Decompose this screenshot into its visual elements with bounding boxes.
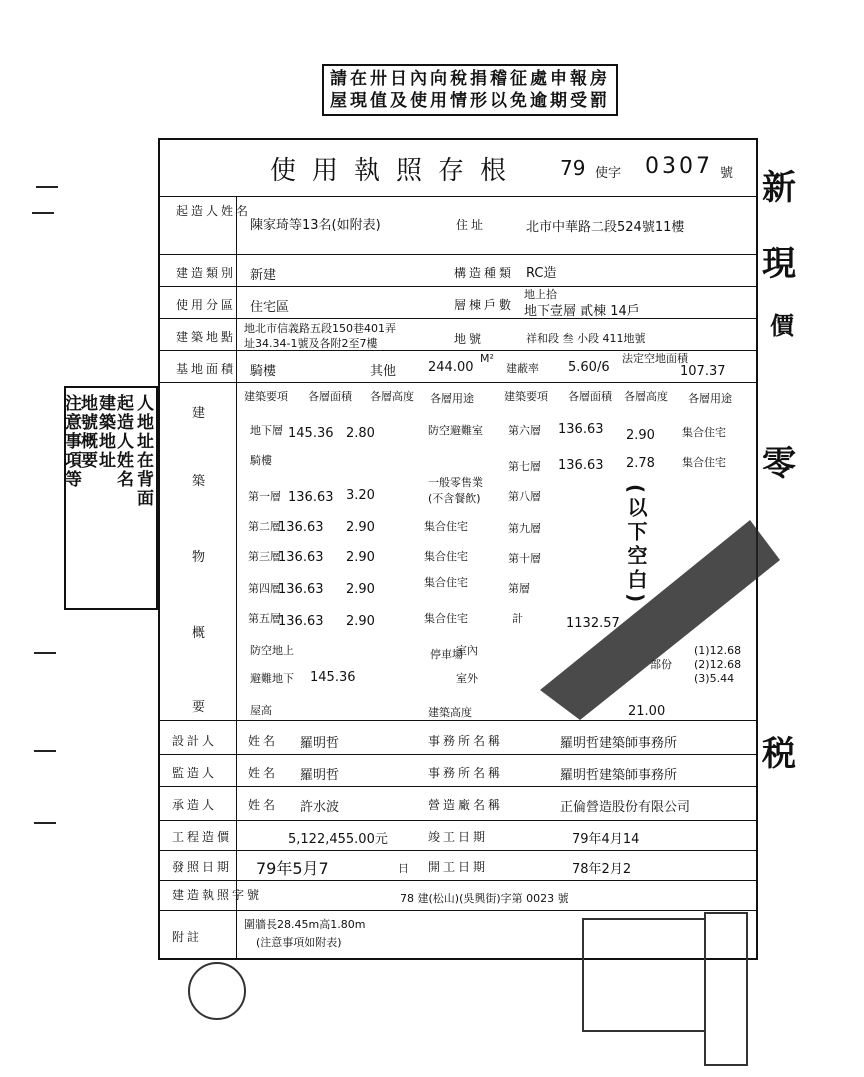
floor-area: 145.36 <box>288 426 334 441</box>
structure-side-2: 築 <box>192 474 209 489</box>
floor-name: 騎樓 <box>250 454 272 467</box>
floor-height: 2.90 <box>346 550 375 565</box>
floor-name: 第四層 <box>248 582 281 595</box>
margin-mark <box>36 186 58 188</box>
building-height-value: 21.00 <box>628 704 666 719</box>
issue-day: 日 <box>398 862 409 875</box>
roof-label: 屋高 <box>250 704 272 717</box>
site-value-1: 地北市信義路五段150巷401弄 <box>244 322 396 335</box>
floor-area: 136.63 <box>288 490 334 505</box>
floor-height: 2.90 <box>346 520 375 535</box>
floor-use: 集合住宅 <box>424 550 468 563</box>
notice-stamp <box>322 64 618 116</box>
structure-side-3: 物 <box>192 550 209 565</box>
floor-area: 136.63 <box>278 614 324 629</box>
coverage-value: 5.60/6 <box>568 360 610 375</box>
divider <box>160 382 756 383</box>
extra-label: 部份 <box>650 658 672 671</box>
floor-name-right: 第七層 <box>508 460 541 473</box>
designer-firm: 羅明哲建築師事務所 <box>560 736 678 751</box>
floor-height: 2.90 <box>346 614 375 629</box>
address-label: 住址 <box>456 218 487 232</box>
floor-height: 2.90 <box>346 582 375 597</box>
floor-name-right: 第八層 <box>508 490 541 503</box>
floor-use: 集合住宅 <box>424 520 468 533</box>
structure-side-1: 建 <box>192 406 209 421</box>
floors-value-1: 地上拾 <box>524 288 557 301</box>
floor-height: 3.20 <box>346 488 375 503</box>
side-note-col-4: 注意事項等 <box>61 394 81 489</box>
shelter-label: 防空地上 <box>250 644 294 657</box>
open-label: 法定空地面積 <box>622 352 688 365</box>
issue-value: 79年5月7 <box>256 859 329 878</box>
floor-use: 集合住宅 <box>424 612 468 625</box>
shelter-under-value: 145.36 <box>310 670 356 685</box>
col-item-header-right: 建築要項 <box>504 390 548 403</box>
divider <box>160 754 756 755</box>
col-height-header: 各層高度 <box>370 390 414 403</box>
applicant-value: 陳家琦等13名(如附表) <box>250 218 381 233</box>
side-note-box <box>61 386 158 610</box>
floor-name-right: 第六層 <box>508 424 541 437</box>
margin-mark <box>32 212 54 214</box>
floors-label: 層棟戶數 <box>454 298 515 312</box>
floor-height-right: 2.78 <box>626 456 655 471</box>
supervisor-name: 羅明哲 <box>300 768 340 783</box>
floor-area-right: 136.63 <box>558 422 604 437</box>
official-seal-stamp <box>520 520 780 720</box>
margin-mark <box>34 750 56 752</box>
floor-use: 一般零售業 <box>428 476 483 489</box>
cost-label: 工程造價 <box>172 830 233 844</box>
designer-label: 設計人 <box>172 734 218 748</box>
arcade-label: 騎樓 <box>250 364 277 379</box>
lot-value: 祥和段 叁 小段 411地號 <box>526 332 646 345</box>
address-value: 北市中華路二段524號11樓 <box>526 220 685 235</box>
structure-label: 構造種類 <box>454 266 515 280</box>
lot-label: 地號 <box>454 332 485 346</box>
zone-label: 使用分區 <box>176 298 237 312</box>
remarks-label: 附註 <box>172 930 203 944</box>
start-value: 78年2月2 <box>572 862 632 877</box>
edge-char: 價 <box>770 312 794 340</box>
floor-use-right: 集合住宅 <box>682 456 726 469</box>
start-label: 開工日期 <box>428 860 489 874</box>
shelter-under-label: 避難地下 <box>250 672 294 685</box>
designer-name: 羅明哲 <box>300 736 340 751</box>
coverage-label: 建蔽率 <box>506 362 539 375</box>
building-height-label: 建築高度 <box>428 706 472 719</box>
building-type-value: 新建 <box>250 268 277 283</box>
edge-char: 新 <box>762 168 796 208</box>
floor-area: 136.63 <box>278 550 324 565</box>
permit-suffix: 號 <box>720 166 734 181</box>
divider <box>160 820 756 821</box>
open-value: 107.37 <box>680 364 726 379</box>
complete-label: 竣工日期 <box>428 830 489 844</box>
floor-height: 2.80 <box>346 426 375 441</box>
permit-label: 建造執照字號 <box>172 888 263 902</box>
remarks-2: (注意事項如附表) <box>256 936 342 949</box>
floor-area: 136.63 <box>278 520 324 535</box>
floor-name: 第三層 <box>248 550 281 563</box>
divider <box>160 286 756 287</box>
col-height-header-right: 各層高度 <box>624 390 668 403</box>
divider <box>236 196 237 958</box>
other-value: 244.00 <box>428 360 474 375</box>
col-area-header-right: 各層面積 <box>568 390 612 403</box>
floor-use: 防空避難室 <box>428 424 483 437</box>
contractor-firm-label: 營造廠名稱 <box>428 798 504 812</box>
floor-area: 136.63 <box>278 582 324 597</box>
base-area-label: 基地面積 <box>176 362 237 376</box>
issue-label: 發照日期 <box>172 860 233 874</box>
notice-line-1: 請在卅日內向稅捐稽征處申報房 <box>330 69 610 89</box>
floor-name: 第一層 <box>248 490 281 503</box>
floor-use: 集合住宅 <box>424 576 468 589</box>
divider <box>160 720 756 721</box>
col-use-header-right: 各層用途 <box>688 392 732 405</box>
divider <box>160 880 756 881</box>
floor-area-right: 136.63 <box>558 458 604 473</box>
col-item-header: 建築要項 <box>244 390 288 403</box>
supervisor-label: 監造人 <box>172 766 218 780</box>
blank-mark: (以下空白) <box>624 484 648 607</box>
extra-2: (2)12.68 <box>694 658 742 671</box>
supervisor-firm-label: 事務所名稱 <box>428 766 504 780</box>
extra-3: (3)5.44 <box>694 672 735 685</box>
edge-char: 税 <box>762 734 796 774</box>
contractor-name-label: 姓名 <box>248 798 279 812</box>
side-note-col-2: 建築地址 <box>95 394 115 470</box>
permit-year: 79 <box>560 156 586 180</box>
permit-value: 78 建(松山)(吳興街)字第 0023 號 <box>400 892 569 905</box>
floor-height-right: 2.90 <box>626 428 655 443</box>
applicant-label: 起造人姓名 <box>176 204 252 218</box>
notice-line-2: 屋現值及使用情形以免逾期受罰 <box>330 91 610 111</box>
margin-mark <box>34 822 56 824</box>
site-label: 建築地點 <box>176 330 237 344</box>
floor-use: (不含餐飲) <box>428 492 481 505</box>
permit-number: 0307 <box>645 154 713 179</box>
col-area-header: 各層面積 <box>308 390 352 403</box>
floors-value-2: 地下壹層 貳棟 14戶 <box>524 304 640 319</box>
building-type-label: 建造類別 <box>176 266 237 280</box>
edge-char: 現 <box>762 244 796 284</box>
divider <box>160 196 756 197</box>
divider <box>160 786 756 787</box>
side-note-col-1: 起造人姓名 <box>113 394 133 489</box>
contractor-label: 承造人 <box>172 798 218 812</box>
unit-m2: M² <box>480 352 494 365</box>
other-label: 其他 <box>370 364 397 379</box>
designer-firm-label: 事務所名稱 <box>428 734 504 748</box>
edge-char: 零 <box>762 444 796 484</box>
site-value-2: 址34.34-1號及各附2至7樓 <box>244 337 378 350</box>
approval-stamp <box>582 918 706 1032</box>
floor-name-right: 第十層 <box>508 552 541 565</box>
floor-name: 第五層 <box>248 612 281 625</box>
zone-value: 住宅區 <box>250 300 290 315</box>
floor-use-right: 集合住宅 <box>682 426 726 439</box>
supervisor-firm: 羅明哲建築師事務所 <box>560 768 678 783</box>
contractor-firm: 正倫營造股份有限公司 <box>560 800 691 815</box>
extra-1: (1)12.68 <box>694 644 742 657</box>
floor-name: 第二層 <box>248 520 281 533</box>
complete-value: 79年4月14 <box>572 832 640 847</box>
approval-stamp <box>704 912 748 1066</box>
form-title: 使用執照存根 <box>270 156 523 186</box>
divider <box>160 318 756 319</box>
floor-name-right: 第層 <box>508 582 530 595</box>
remarks-1: 圍牆長28.45m高1.80m <box>244 918 366 931</box>
permit-prefix: 使字 <box>595 166 622 181</box>
parking-label: 停車場 <box>430 648 463 661</box>
divider <box>160 254 756 255</box>
parking-in: 室內 <box>456 644 478 657</box>
structure-side-5: 要 <box>192 700 209 715</box>
structure-side-4: 概 <box>192 626 209 641</box>
supervisor-name-label: 姓名 <box>248 766 279 780</box>
floor-name: 地下層 <box>250 424 283 437</box>
divider <box>160 850 756 851</box>
designer-name-label: 姓名 <box>248 734 279 748</box>
total-label: 計 <box>512 612 523 625</box>
margin-mark <box>34 652 56 654</box>
total-value: 1132.57 <box>566 616 620 631</box>
contractor-name: 許水波 <box>300 800 340 815</box>
side-note-col-5: 人地址在背面 <box>133 394 153 508</box>
parking-out: 室外 <box>456 672 478 685</box>
col-use-header: 各層用途 <box>430 392 474 405</box>
divider <box>160 910 756 911</box>
cost-value: 5,122,455.00元 <box>288 832 388 847</box>
round-seal <box>188 962 246 1020</box>
structure-value: RC造 <box>526 266 557 281</box>
floor-name-right: 第九層 <box>508 522 541 535</box>
side-note-col-3: 地號概要 <box>77 394 97 470</box>
